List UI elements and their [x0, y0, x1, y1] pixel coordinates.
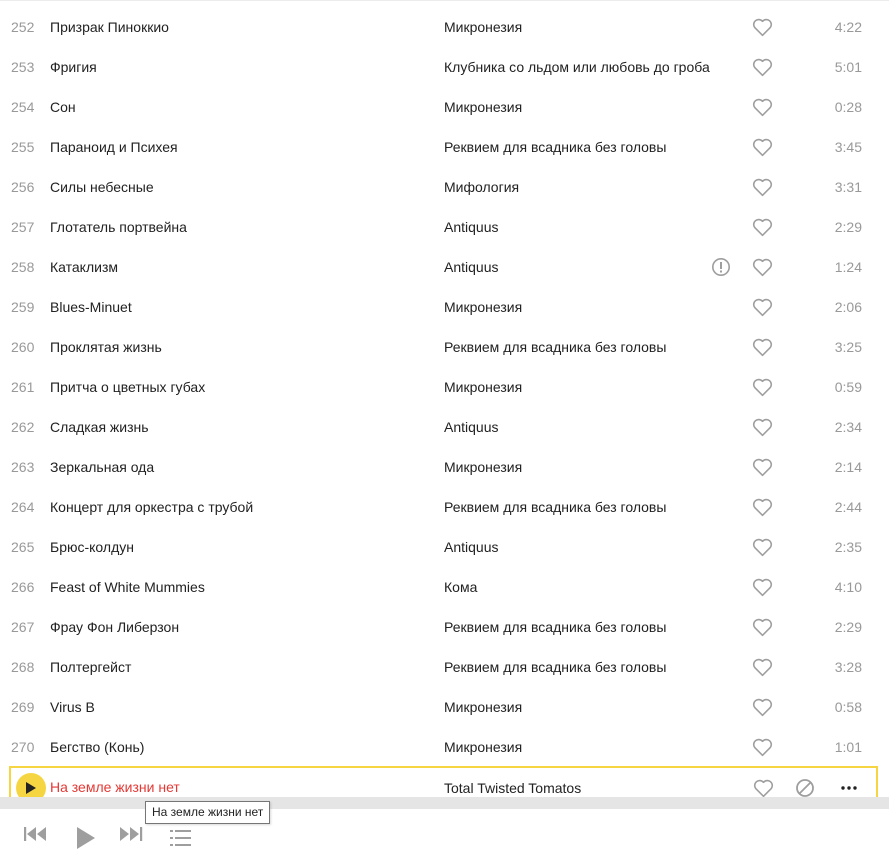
- track-title[interactable]: Притча о цветных губах: [50, 379, 206, 395]
- heart-icon[interactable]: [752, 177, 773, 197]
- track-duration: 2:44: [834, 499, 862, 515]
- track-row[interactable]: [0, 367, 889, 407]
- heart-icon[interactable]: [752, 577, 773, 597]
- track-number: 258: [11, 259, 35, 275]
- track-album[interactable]: Реквием для всадника без головы: [444, 139, 667, 155]
- track-duration: 2:06: [834, 299, 862, 315]
- next-track-icon[interactable]: [119, 826, 143, 842]
- track-title[interactable]: Сладкая жизнь: [50, 419, 149, 435]
- track-number: 262: [11, 419, 35, 435]
- track-number: 254: [11, 99, 35, 115]
- track-album[interactable]: Микронезия: [444, 99, 523, 115]
- track-title[interactable]: Virus B: [50, 699, 95, 715]
- player-controls: [0, 809, 889, 855]
- track-duration: 2:29: [834, 219, 862, 235]
- track-title[interactable]: Полтергейст: [50, 659, 132, 675]
- track-row[interactable]: [0, 287, 889, 327]
- track-title[interactable]: Feast of White Mummies: [50, 579, 205, 595]
- heart-icon[interactable]: [752, 497, 773, 517]
- track-album[interactable]: Реквием для всадника без головы: [444, 619, 667, 635]
- track-duration: 3:28: [834, 659, 862, 675]
- track-row[interactable]: [0, 487, 889, 527]
- track-album[interactable]: Клубника со льдом или любовь до гроба: [444, 59, 710, 75]
- heart-icon[interactable]: [753, 778, 774, 798]
- heart-icon[interactable]: [752, 57, 773, 77]
- track-duration: 5:01: [834, 59, 862, 75]
- track-album[interactable]: Микронезия: [444, 19, 523, 35]
- play-icon[interactable]: [77, 827, 95, 849]
- track-row[interactable]: [0, 7, 889, 47]
- track-duration: 4:10: [834, 579, 862, 595]
- track-duration: 2:34: [834, 419, 862, 435]
- track-album[interactable]: Микронезия: [444, 459, 523, 475]
- track-title[interactable]: Призрак Пиноккио: [50, 19, 169, 35]
- track-number: 259: [11, 299, 35, 315]
- heart-icon[interactable]: [752, 737, 773, 757]
- track-title[interactable]: Проклятая жизнь: [50, 339, 162, 355]
- track-number: 266: [11, 579, 35, 595]
- warning-icon: [711, 257, 731, 277]
- heart-icon[interactable]: [752, 537, 773, 557]
- track-number: 269: [11, 699, 35, 715]
- more-options-icon[interactable]: [839, 778, 859, 798]
- current-track-album[interactable]: Total Twisted Tomatos: [444, 780, 582, 796]
- track-album[interactable]: Реквием для всадника без головы: [444, 659, 667, 675]
- track-title[interactable]: Силы небесные: [50, 179, 154, 195]
- heart-icon[interactable]: [752, 97, 773, 117]
- track-title[interactable]: Брюс-колдун: [50, 539, 134, 555]
- track-album[interactable]: Antiquus: [444, 419, 499, 435]
- track-duration: 1:01: [834, 739, 862, 755]
- track-duration: 3:45: [834, 139, 862, 155]
- heart-icon[interactable]: [752, 457, 773, 477]
- track-row[interactable]: [0, 607, 889, 647]
- track-title[interactable]: Глотатель портвейна: [50, 219, 187, 235]
- track-title[interactable]: Зеркальная ода: [50, 459, 155, 475]
- track-duration: 4:22: [834, 19, 862, 35]
- track-row[interactable]: [0, 687, 889, 727]
- track-row[interactable]: [0, 727, 889, 767]
- track-duration: 1:24: [834, 259, 862, 275]
- track-album[interactable]: Микронезия: [444, 299, 523, 315]
- track-title[interactable]: Фригия: [50, 59, 97, 75]
- heart-icon[interactable]: [752, 217, 773, 237]
- track-row[interactable]: [0, 647, 889, 687]
- heart-icon[interactable]: [752, 417, 773, 437]
- track-number: 257: [11, 219, 35, 235]
- track-number: 253: [11, 59, 35, 75]
- track-title[interactable]: Фрау Фон Либерзон: [50, 619, 180, 635]
- track-number: 264: [11, 499, 35, 515]
- track-row[interactable]: [0, 47, 889, 87]
- track-album[interactable]: Мифология: [444, 179, 520, 195]
- track-title[interactable]: Сон: [50, 99, 76, 115]
- track-row[interactable]: [0, 127, 889, 167]
- track-album[interactable]: Реквием для всадника без головы: [444, 339, 667, 355]
- track-row[interactable]: [0, 567, 889, 607]
- track-duration: 0:58: [834, 699, 862, 715]
- heart-icon[interactable]: [752, 377, 773, 397]
- play-icon: [26, 782, 36, 794]
- track-number: 270: [11, 739, 35, 755]
- track-duration: 0:59: [834, 379, 862, 395]
- track-number: 268: [11, 659, 35, 675]
- playback-progress-bar[interactable]: [0, 797, 889, 809]
- track-title[interactable]: Параноид и Психея: [50, 139, 178, 155]
- track-row[interactable]: [0, 247, 889, 287]
- track-duration: 0:28: [834, 99, 862, 115]
- track-row[interactable]: [0, 407, 889, 447]
- track-title-tooltip: На земле жизни нет: [145, 801, 270, 824]
- track-row[interactable]: [0, 327, 889, 367]
- track-number: 252: [11, 19, 35, 35]
- track-number: 265: [11, 539, 35, 555]
- track-album[interactable]: Кома: [444, 579, 478, 595]
- track-duration: 2:35: [834, 539, 862, 555]
- track-album[interactable]: Микронезия: [444, 379, 523, 395]
- track-row[interactable]: [0, 447, 889, 487]
- track-album[interactable]: Antiquus: [444, 259, 499, 275]
- track-number: 260: [11, 339, 35, 355]
- previous-track-icon[interactable]: [24, 826, 48, 842]
- track-number: 256: [11, 179, 35, 195]
- track-duration: 2:29: [834, 619, 862, 635]
- heart-icon[interactable]: [752, 17, 773, 37]
- heart-icon[interactable]: [752, 337, 773, 357]
- track-row[interactable]: [0, 167, 889, 207]
- heart-icon[interactable]: [752, 137, 773, 157]
- track-row[interactable]: [0, 87, 889, 127]
- track-duration: 3:31: [834, 179, 862, 195]
- track-album[interactable]: Микронезия: [444, 699, 523, 715]
- heart-icon[interactable]: [752, 657, 773, 677]
- track-album[interactable]: Микронезия: [444, 739, 523, 755]
- track-title[interactable]: Концерт для оркестра с трубой: [50, 499, 254, 515]
- heart-icon[interactable]: [752, 697, 773, 717]
- track-number: 267: [11, 619, 35, 635]
- track-duration: 3:25: [834, 339, 862, 355]
- track-duration: 2:14: [834, 459, 862, 475]
- heart-icon[interactable]: [752, 617, 773, 637]
- heart-icon[interactable]: [752, 297, 773, 317]
- track-number: 263: [11, 459, 35, 475]
- track-number: 261: [11, 379, 35, 395]
- dislike-block-icon[interactable]: [795, 778, 815, 798]
- track-number: 255: [11, 139, 35, 155]
- track-album[interactable]: Antiquus: [444, 219, 499, 235]
- track-title[interactable]: Бегство (Конь): [50, 739, 145, 755]
- track-row[interactable]: [0, 527, 889, 567]
- track-title[interactable]: Катаклизм: [50, 259, 118, 275]
- track-row[interactable]: [0, 207, 889, 247]
- track-album[interactable]: Реквием для всадника без головы: [444, 499, 667, 515]
- current-track-title[interactable]: На земле жизни нет: [50, 779, 180, 795]
- track-album[interactable]: Antiquus: [444, 539, 499, 555]
- heart-icon[interactable]: [752, 257, 773, 277]
- track-title[interactable]: Blues-Minuet: [50, 299, 132, 315]
- playlist-queue-icon[interactable]: [170, 830, 191, 846]
